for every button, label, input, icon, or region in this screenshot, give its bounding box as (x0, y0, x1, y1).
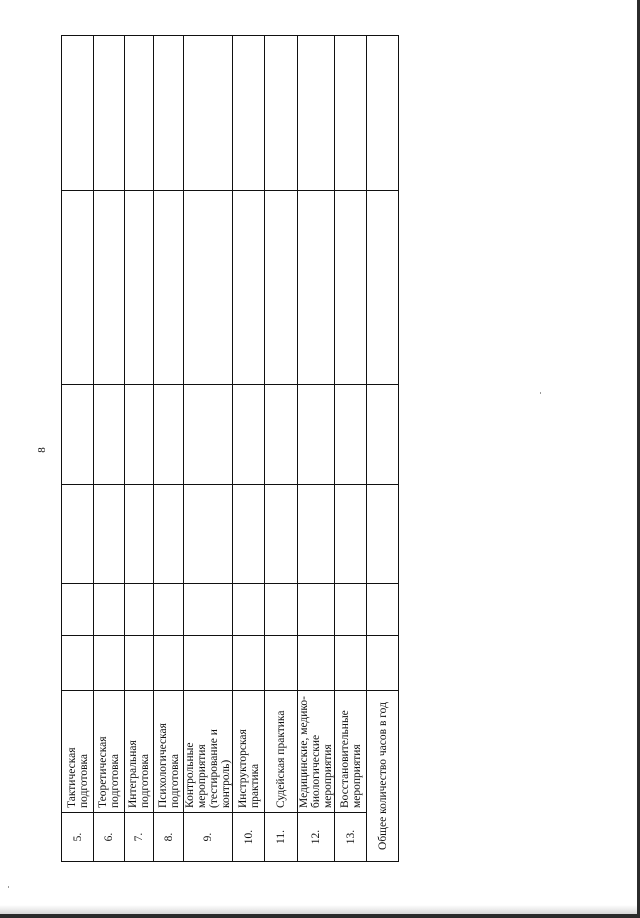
training-plan-table (61, 35, 399, 862)
table-cell (154, 36, 184, 191)
table-row (298, 36, 335, 862)
table-row (335, 36, 367, 862)
table-row (125, 36, 154, 862)
table-cell (94, 36, 125, 191)
scan-speck (540, 392, 541, 394)
table-cell (265, 385, 298, 485)
row-activity-name: Теоретическая подготовка (94, 691, 125, 813)
total-hours-label: Общее количество часов в год (367, 691, 399, 862)
table-row (233, 36, 265, 862)
row-number: 5. (62, 813, 94, 862)
table-cell (125, 385, 154, 485)
table-cell (335, 36, 367, 191)
table-row (265, 36, 298, 862)
page-number: 8 (36, 447, 48, 453)
table-cell (154, 636, 184, 691)
table-cell (184, 36, 233, 191)
table-cell (154, 485, 184, 584)
table-cell (298, 385, 335, 485)
table-cell (94, 191, 125, 385)
table-cell (94, 584, 125, 636)
table-row (62, 36, 94, 862)
table-cell (125, 191, 154, 385)
table-cell (62, 584, 94, 636)
table-cell (298, 36, 335, 191)
table-cell (125, 636, 154, 691)
row-number: 6. (94, 813, 125, 862)
row-number: 9. (184, 813, 233, 862)
table-cell (298, 485, 335, 584)
row-activity-name: Тактическая подготовка (62, 691, 94, 813)
table-cell (367, 636, 399, 691)
table-cell (233, 485, 265, 584)
table-cell (125, 485, 154, 584)
table-cell (233, 36, 265, 191)
row-activity-name: Психологическая подготовка (154, 691, 184, 813)
table-cell (298, 584, 335, 636)
row-number: 7. (125, 813, 154, 862)
table-cell (233, 191, 265, 385)
table-cell (265, 584, 298, 636)
table-cell (265, 636, 298, 691)
table-cell (265, 191, 298, 385)
row-activity-name: Восстановительные мероприятия (335, 691, 367, 813)
table-cell (233, 636, 265, 691)
scan-edge-shadow (0, 905, 640, 914)
table-cell (367, 584, 399, 636)
table-cell (367, 485, 399, 584)
table-row (184, 36, 233, 862)
table-total-row (367, 36, 399, 862)
table-row (94, 36, 125, 862)
table-cell (94, 385, 125, 485)
table-cell (62, 636, 94, 691)
table-cell (125, 36, 154, 191)
table-cell (298, 636, 335, 691)
table-cell (367, 36, 399, 191)
table-cell (125, 584, 154, 636)
table-cell (94, 636, 125, 691)
row-activity-name: Медицинские, медико-биологические мероприятия (298, 691, 335, 813)
row-number: 12. (298, 813, 335, 862)
row-number: 10. (233, 813, 265, 862)
table-cell (62, 485, 94, 584)
table-cell (184, 584, 233, 636)
table-cell (335, 584, 367, 636)
row-activity-name: Контрольные мероприятия (тестирование и контроль) (184, 691, 233, 813)
row-number: 11. (265, 813, 298, 862)
table-cell (367, 385, 399, 485)
table-cell (233, 385, 265, 485)
table-cell (184, 191, 233, 385)
table-cell (184, 636, 233, 691)
table-cell (335, 485, 367, 584)
table-cell (62, 191, 94, 385)
table-cell (265, 485, 298, 584)
table-cell (154, 584, 184, 636)
training-plan-table-rotated (61, 36, 389, 862)
table-cell (233, 584, 265, 636)
table-cell (184, 385, 233, 485)
row-number: 8. (154, 813, 184, 862)
table-cell (265, 36, 298, 191)
table-cell (335, 385, 367, 485)
table-cell (367, 191, 399, 385)
table-cell (184, 485, 233, 584)
table-row (154, 36, 184, 862)
table-cell (62, 36, 94, 191)
table-cell (94, 485, 125, 584)
table-cell (62, 385, 94, 485)
table-cell (298, 191, 335, 385)
table-cell (335, 191, 367, 385)
row-number: 13. (335, 813, 367, 862)
scan-speck (8, 886, 9, 888)
row-activity-name: Инструкторская практика (233, 691, 265, 813)
table-cell (154, 191, 184, 385)
table-cell (335, 636, 367, 691)
row-activity-name: Судейская практика (265, 691, 298, 813)
row-activity-name: Интегральная подготовка (125, 691, 154, 813)
scan-edge-bottom (0, 914, 640, 918)
table-cell (154, 385, 184, 485)
